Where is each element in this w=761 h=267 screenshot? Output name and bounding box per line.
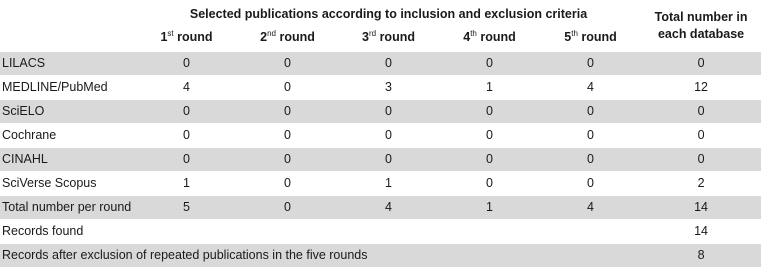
total-value-cell: 12 (641, 76, 761, 100)
summary-total-cell: 14 (641, 220, 761, 244)
row-label: LILACS (0, 52, 136, 76)
row-label: CINAHL (0, 148, 136, 172)
round-value-cell: 0 (136, 148, 237, 172)
round-value-cell: 0 (237, 100, 338, 124)
round-value-cell: 0 (540, 100, 641, 124)
row-label: MEDLINE/PubMed (0, 76, 136, 100)
round-header: 5th round (540, 28, 641, 52)
total-value-cell: 0 (641, 52, 761, 76)
round-value-cell: 1 (136, 172, 237, 196)
round-header: 2nd round (237, 28, 338, 52)
round-value-cell: 4 (338, 196, 439, 220)
round-value-cell: 0 (439, 172, 540, 196)
round-header: 4th round (439, 28, 540, 52)
summary-row (0, 244, 761, 267)
round-value-cell: 0 (439, 148, 540, 172)
round-value-cell: 1 (338, 172, 439, 196)
row-label: SciVerse Scopus (0, 172, 136, 196)
total-value-cell: 0 (641, 100, 761, 124)
round-value-cell: 0 (540, 124, 641, 148)
round-value-cell: 0 (237, 124, 338, 148)
round-value-cell: 0 (237, 76, 338, 100)
table-row (0, 124, 761, 148)
round-value-cell: 0 (439, 100, 540, 124)
row-label: Cochrane (0, 124, 136, 148)
header-row-top (0, 0, 761, 28)
round-value-cell: 1 (439, 76, 540, 100)
total-title-line1: Total number in (655, 10, 748, 24)
summary-row (0, 220, 761, 244)
total-value-cell: 2 (641, 172, 761, 196)
table-row (0, 76, 761, 100)
table-body (0, 52, 761, 267)
round-value-cell: 0 (237, 148, 338, 172)
round-header: 3rd round (338, 28, 439, 52)
round-value-cell: 0 (338, 100, 439, 124)
round-value-cell: 4 (540, 196, 641, 220)
round-value-cell: 0 (540, 148, 641, 172)
total-column-header (641, 0, 761, 52)
round-value-cell: 0 (439, 124, 540, 148)
summary-label: Records found (0, 220, 641, 244)
table-row (0, 172, 761, 196)
round-header: 1st round (136, 28, 237, 52)
round-value-cell: 0 (338, 124, 439, 148)
round-value-cell: 0 (136, 100, 237, 124)
header-empty-cell (0, 28, 136, 52)
round-value-cell: 0 (237, 52, 338, 76)
round-value-cell: 4 (540, 76, 641, 100)
total-title-line2: each database (658, 27, 744, 41)
round-value-cell: 0 (136, 52, 237, 76)
table-row (0, 52, 761, 76)
summary-label: Records after exclusion of repeated publications in the five rounds (0, 244, 641, 267)
round-value-cell: 0 (136, 124, 237, 148)
round-value-cell: 4 (136, 76, 237, 100)
table-row (0, 148, 761, 172)
round-value-cell: 0 (439, 52, 540, 76)
table-row (0, 100, 761, 124)
total-value-cell: 0 (641, 148, 761, 172)
round-value-cell: 0 (338, 52, 439, 76)
round-value-cell: 5 (136, 196, 237, 220)
round-value-cell: 3 (338, 76, 439, 100)
table-row (0, 196, 761, 220)
round-value-cell: 0 (338, 148, 439, 172)
row-label: Total number per round (0, 196, 136, 220)
total-value-cell: 0 (641, 124, 761, 148)
total-value-cell: 14 (641, 196, 761, 220)
round-value-cell: 0 (237, 196, 338, 220)
round-value-cell: 0 (540, 172, 641, 196)
summary-total-cell: 8 (641, 244, 761, 267)
round-value-cell: 0 (540, 52, 641, 76)
group-title: Selected publications according to inclusion and exclusion criteria (136, 0, 641, 28)
row-label: SciELO (0, 100, 136, 124)
round-value-cell: 1 (439, 196, 540, 220)
round-value-cell: 0 (237, 172, 338, 196)
header-empty-cell (0, 0, 136, 28)
